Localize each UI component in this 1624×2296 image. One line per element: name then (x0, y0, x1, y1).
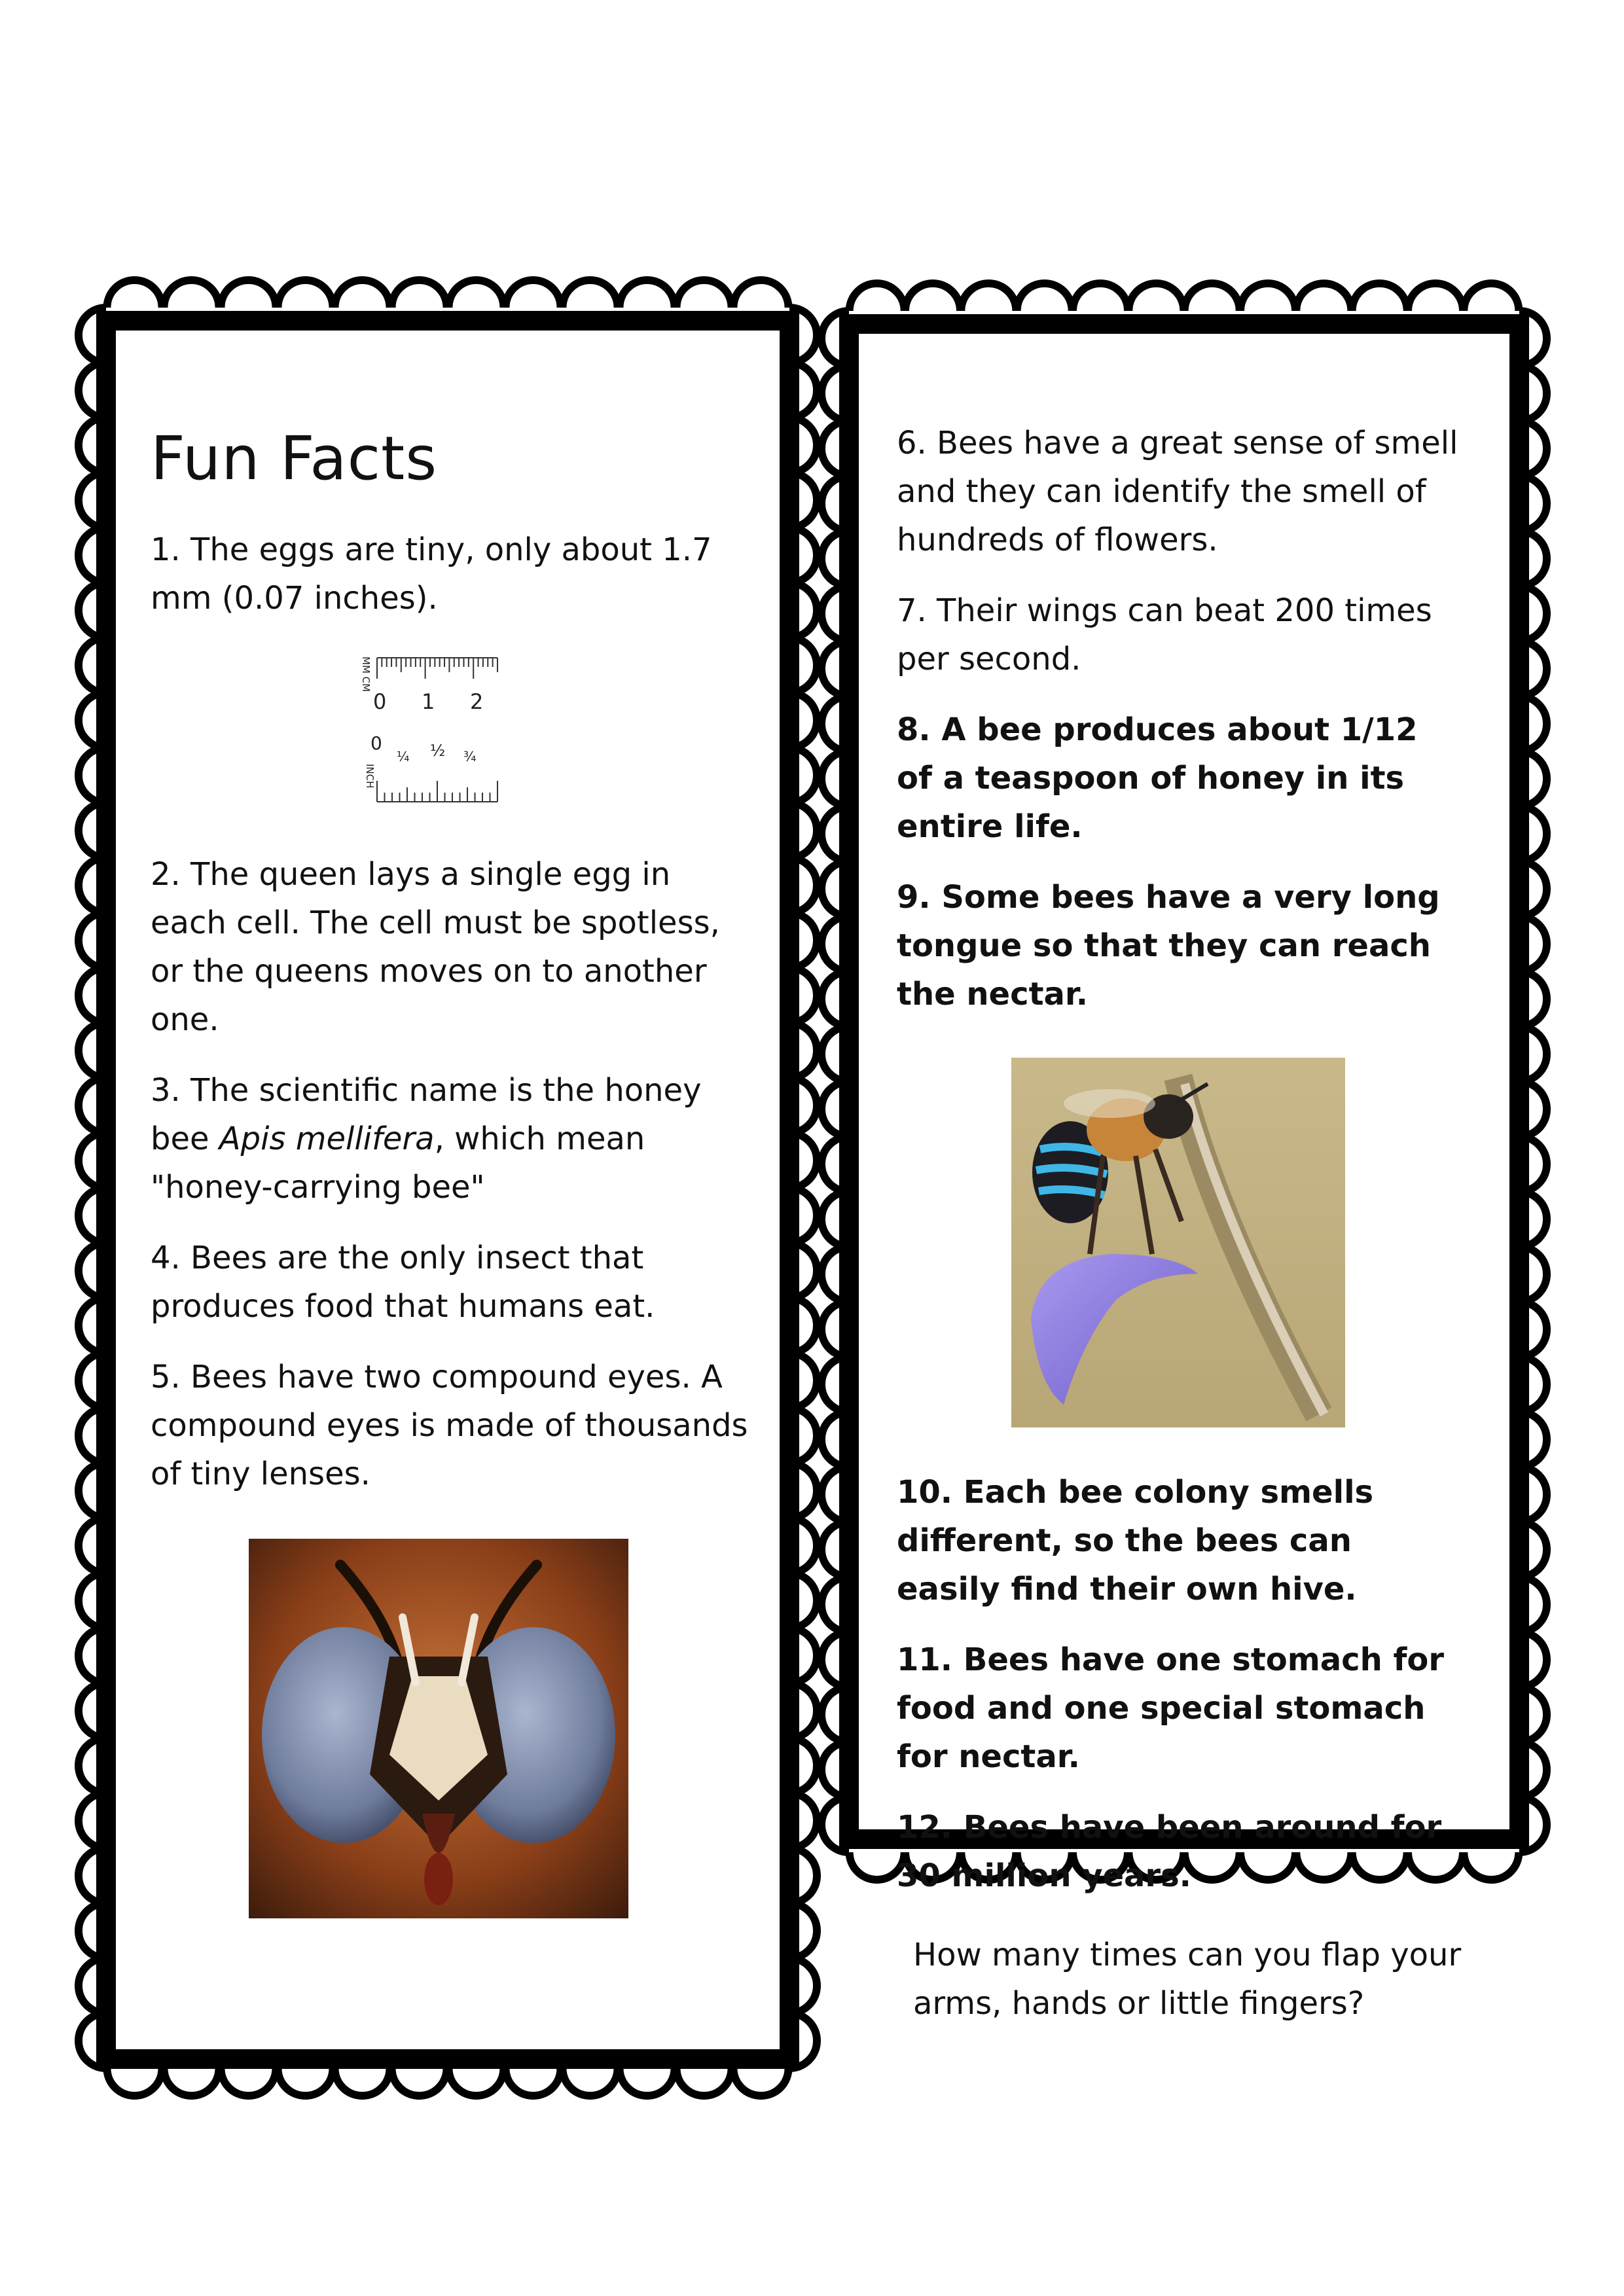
scallop-arc (506, 280, 561, 308)
scallop-arc (1240, 283, 1295, 311)
fact-8: 8. A bee produces about 1/12 of a teaspoon of honey in its entire life. (897, 711, 1418, 845)
ruler-inch-ticks (377, 781, 497, 802)
scallop-arc (563, 2068, 618, 2096)
scallop-arc (850, 283, 905, 311)
fact-2: 2. The queen lays a single egg in each cell. The cell must be spotless, or the queens moves on to another one. (151, 856, 720, 1039)
ruler-bottom-tick-half: ½ (430, 742, 446, 761)
scallop-arc (734, 280, 789, 308)
activity-question: How many times can you flap your arms, hands or little fingers? (913, 1937, 1462, 2022)
fact-12: 12. Bees have been around for 30 million years. (897, 1809, 1442, 1894)
scallop-arc (1073, 283, 1128, 311)
ruler-bottom-tick-three-quarter: ¾ (463, 749, 477, 765)
scallop-arc (335, 280, 390, 308)
blue-banded-bee-on-flower-photo (1011, 1058, 1345, 1427)
scallop-arc (620, 280, 675, 308)
scallop-arc (734, 2068, 789, 2096)
left-panel (151, 425, 753, 1996)
scallop-arc (1185, 283, 1240, 311)
fact-9: 9. Some bees have a very long tongue so that they can reach the nectar. (897, 879, 1440, 1013)
scallop-arc (961, 283, 1016, 311)
scallop-arc (677, 2068, 732, 2096)
scallop-arc (221, 280, 276, 308)
scallop-arc (278, 280, 333, 308)
fact-3 (151, 1066, 753, 1211)
ruler-bottom-tick-quarter: ¼ (397, 749, 410, 765)
right-panel (897, 419, 1460, 1894)
scallop-arc (392, 280, 447, 308)
fact-3-text-end: , which mean "honey-carrying bee" (151, 1121, 645, 1206)
scallop-arc (1464, 1852, 1519, 1880)
scientific-name: Apis mellifera (219, 1121, 435, 1158)
ruler-bottom-unit-label: INCH (364, 764, 376, 789)
fact-11: 11. Bees have one stomach for food and one special stomach for nectar. (897, 1641, 1445, 1775)
fact-6: 6. Bees have a great sense of smell and they can identify the smell of hundreds of flowers. (897, 425, 1458, 558)
scallop-arc (449, 280, 504, 308)
scallop-arc (107, 280, 162, 308)
scallop-arc (392, 2068, 447, 2096)
scallop-arc (335, 2068, 390, 2096)
ruler-top-tick-2: 2 (470, 689, 484, 715)
fact-10: 10. Each bee colony smells different, so the bees can easily find their own hive. (897, 1474, 1374, 1607)
ruler-mm-ticks (377, 658, 497, 679)
scallop-arc (620, 2068, 675, 2096)
scallop-arc (1408, 283, 1463, 311)
fact-4: 4. Bees are the only insect that produces food that humans eat. (151, 1240, 655, 1325)
scallop-arc (905, 283, 960, 311)
ruler-top-unit-label: MM CM (360, 656, 372, 692)
fact-1: 1. The eggs are tiny, only about 1.7 mm (0.07 inches). (151, 531, 712, 617)
scallop-arc (1296, 283, 1351, 311)
scallop-arc (278, 2068, 333, 2096)
scallop-arc (1352, 283, 1407, 311)
scallop-arc (677, 280, 732, 308)
scallop-arc (563, 280, 618, 308)
scallop-arc (164, 2068, 219, 2096)
page-title: Fun Facts (151, 423, 438, 493)
scallop-arc (107, 2068, 162, 2096)
scallop-arc (1128, 283, 1183, 311)
ruler-illustration (353, 645, 504, 808)
ruler-bottom-tick-0: 0 (370, 732, 382, 755)
ruler-top-tick-0: 0 (373, 689, 387, 715)
fact-7: 7. Their wings can beat 200 times per second. (897, 592, 1432, 677)
scallop-arc (506, 2068, 561, 2096)
scallop-arc (164, 280, 219, 308)
fact-3-text: 3. The scientific name is the honey bee (151, 1072, 702, 1158)
fact-5: 5. Bees have two compound eyes. A compound eyes is made of thousands of tiny lenses. (151, 1359, 748, 1493)
scallop-arc (221, 2068, 276, 2096)
scallop-arc (449, 2068, 504, 2096)
scallop-arc (1464, 283, 1519, 311)
bee-compound-eyes-photo (249, 1539, 628, 1918)
ruler-top-tick-1: 1 (422, 689, 435, 715)
scallop-arc (1017, 283, 1072, 311)
